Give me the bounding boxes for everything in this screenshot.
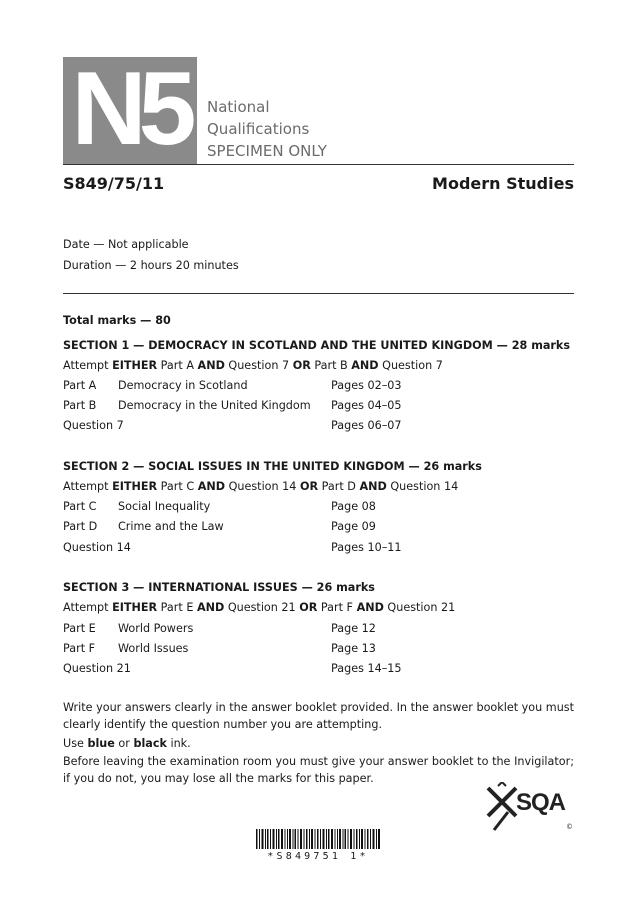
divider-rule [63, 293, 574, 294]
logo-mark: N5 [71, 57, 189, 165]
section-1-title: SECTION 1 — DEMOCRACY IN SCOTLAND AND THE UNITED KINGDOM — 28 marks [63, 339, 571, 352]
instruction-invigilator: Before leaving the examination room you must give your answer booklet to the Invigilator; if you do not, you may lose all the marks for this paper. [63, 755, 574, 785]
section-3-attempt: Attempt EITHER Part E AND Question 21 OR Part F AND Question 21 [63, 601, 456, 614]
n5-logo [63, 57, 197, 165]
section-3-title: SECTION 3 — INTERNATIONAL ISSUES — 26 marks [63, 581, 375, 594]
table-row: Part C Social Inequality Page 08 [63, 500, 376, 513]
section-2-attempt: Attempt EITHER Part C AND Question 14 OR Part D AND Question 14 [63, 480, 459, 493]
table-row: Part B Democracy in the United Kingdom Pages 04–05 [63, 399, 402, 412]
total-marks: Total marks — 80 [63, 314, 171, 327]
duration-line: Duration — 2 hours 20 minutes [63, 259, 239, 272]
instruction-ink: Use blue or black ink. [63, 737, 191, 750]
copyright-mark: © [566, 823, 573, 831]
table-row: Question 7 Pages 06–07 [63, 419, 402, 432]
paper-code: S849/75/11 [63, 174, 165, 193]
subject-title: Modern Studies [432, 174, 574, 193]
table-row: Part A Democracy in Scotland Pages 02–03 [63, 379, 402, 392]
section-2-title: SECTION 2 — SOCIAL ISSUES IN THE UNITED KINGDOM — 26 marks [63, 460, 482, 473]
barcode-icon [256, 829, 380, 849]
table-row: Part E World Powers Page 12 [63, 622, 376, 635]
table-row: Question 21 Pages 14–15 [63, 662, 402, 675]
table-row: Question 14 Pages 10–11 [63, 541, 402, 554]
table-row: Part F World Issues Page 13 [63, 642, 376, 655]
brand-qualifications: Qualifications [207, 120, 310, 138]
brand-national: National [207, 98, 270, 116]
instruction-answers: Write your answers clearly in the answer booklet provided. In the answer booklet you must clearly identify the question number you are attempting. [63, 701, 574, 731]
brand-specimen: SPECIMEN ONLY [207, 142, 327, 160]
sqa-wordmark: SQA [516, 789, 566, 816]
table-row: Part D Crime and the Law Page 09 [63, 520, 376, 533]
header-rule [63, 164, 574, 165]
date-line: Date — Not applicable [63, 238, 189, 251]
barcode-text: *S849751 1* [267, 851, 369, 862]
section-1-attempt: Attempt EITHER Part A AND Question 7 OR Part B AND Question 7 [63, 359, 443, 372]
